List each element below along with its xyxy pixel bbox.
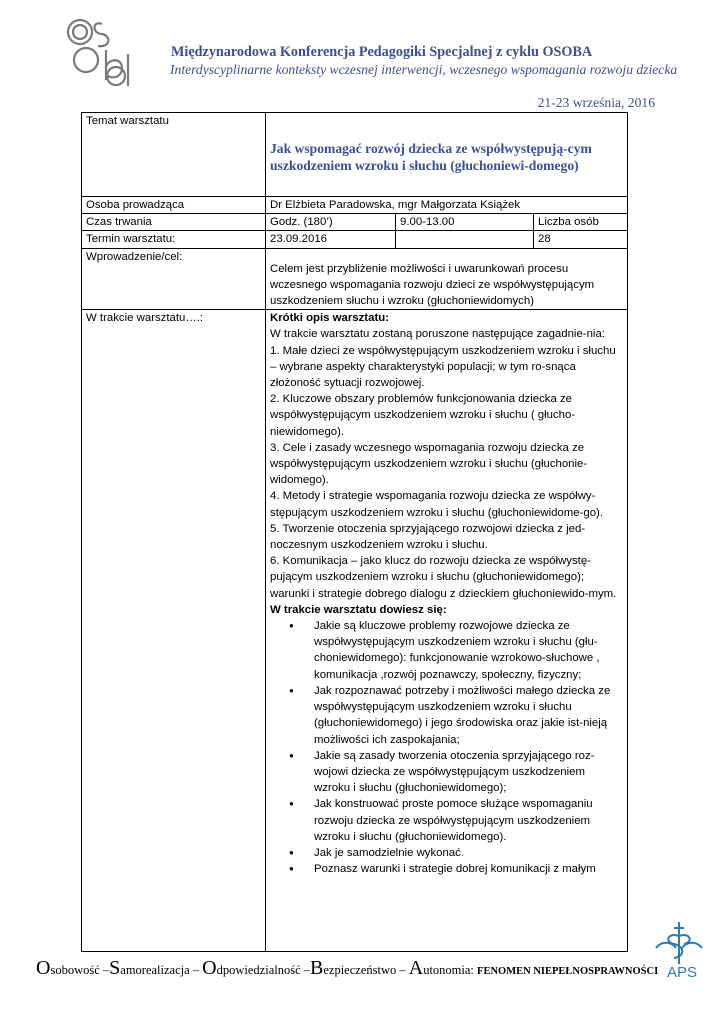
learn-item: ● Jak konstruować proste pomoce służące wspomaganiu rozwoju dziecka ze współwystępującym uszkodzeniem wzroku i słuchu (głuchoniewidomego). [314,796,623,845]
learn-heading: W trakcie warsztatu dowiesz się: [270,603,447,616]
learn-item-text: Jak je samodzielnie wykonać [314,846,461,859]
during-label: W trakcie warsztatu….: [82,310,266,952]
learn-item-dot: . [460,846,465,859]
workshop-table [81,112,628,952]
date-label: Termin warsztatu: [82,231,266,248]
learn-item: ● Jakie są zasady tworzenia otoczenia sprzyjającego roz-wojowi dziecka ze współwystępującym uszkodzeniem wzroku i słuchu (głuchoniewidomego); [314,748,623,797]
footer-word: amorealizacja – [120,963,203,977]
topic-item: 3. Cele i zasady wczesnego wspomagania rozwoju dziecka ze współwystępującym uszkodzeniem wzroku i słuchu (głuchonie-widomego). [270,441,588,487]
date-value: 23.09.2016 [266,231,396,248]
leader-value: Dr Elżbieta Paradowska, mgr Małgorzata Książek [266,197,628,214]
leader-label: Osoba prowadząca [82,197,266,214]
aps-text: APS [666,964,697,981]
conference-title: Międzynarodowa Konferencja Pedagogiki Specjalnej z cyklu OSOBA [171,44,593,60]
footer-letter-o: O [36,957,51,979]
duration-value: Godz. (180’) [266,214,396,231]
topic-item: 6. Komunikacja – jako klucz do rozwoju dziecka ze współwystę-pującym uszkodzeniem wzroku i słuchu (głuchoniewidomego); warunki i strategie dobrego dialogu z dzieckiem głuchoniewido-mym. [270,555,617,600]
intro-label: Wprowadzenie/cel: [82,248,266,310]
osoba-logo [58,14,140,92]
topic-item: 2. Kluczowe obszary problemów funkcjonowania dziecka ze współwystępującym uszkodzeniem wzroku i słuchu ( głucho-niewidomego). [270,393,576,438]
description-heading: Krótki opis warsztatu: [270,312,389,325]
conference-date: 21-23 września, 2016 [537,95,655,110]
learn-item: ● Jakie są kluczowe problemy rozwojowe dziecka ze współwystępującym uszkodzeniem wzroku i słuchu (głu-choniewidomego): funkcjonowanie wzrokowo-słuchowe , komunikacja ,rozwój poznawczy, społeczny, fizyczny; [314,618,623,683]
row-topic [82,113,628,197]
learn-list [270,618,623,877]
aps-logo [646,918,712,990]
footer-motto [36,957,658,980]
footer-letter-o: O [202,957,217,979]
row-description [82,310,628,952]
footer-letter-a: A [408,957,424,979]
row-duration [82,214,628,231]
row-leader [82,197,628,214]
learn-item: ● Jak rozpoznawać potrzeby i możliwości małego dziecka ze współwystępującym uszkodzeniem wzroku i słuchu (głuchoniewidomego) i jego środowiska oraz jakie ist-nieją możliwości ich zaspokajania; [314,683,623,748]
footer-word: ezpieczeństwo – [323,963,409,977]
footer-letter-s: S [109,957,121,979]
aps-figure-icon [646,918,712,968]
duration-label: Czas trwania [82,214,266,231]
topic-item: 1. Małe dzieci ze współwystępującym uszkodzeniem wzroku i słuchu – wybrane aspekty charakterystyki populacji; w tym ro-snąca złożoność sytuacji rozwojowej. [270,344,616,390]
footer-letter-b: B [310,957,324,979]
empty-cell [396,231,534,248]
count-label: Liczba osób [534,214,628,231]
count-value: 28 [534,231,628,248]
topic-item: 5. Tworzenie otoczenia sprzyjającego rozwojowi dziecka z jed-noczesnym uszkodzeniem wzroku i słuchu. [270,522,586,552]
learn-item [314,845,623,861]
intro-text: Celem jest przybliżenie możliwości i uwarunkowań procesu wczesnego wspomagania rozwoju dzieci ze współwystępującym uszkodzeniem słuchu i wzroku (głuchoniewidomych) [270,262,595,308]
row-intro [82,248,628,310]
topic-item: 4. Metody i strategie wspomagania rozwoju dziecka ze współwy-stępującym uszkodzeniem wzroku i słuchu (głuchoniewidome-go). [270,490,604,519]
learn-item: ● Poznasz warunki i strategie dobrej komunikacji z małym [314,861,623,877]
conference-subtitle: Interdyscyplinarne konteksty wczesnej interwencji, wczesnego wspomagania rozwoju dziecka [170,62,678,77]
footer-word: dpowiedzialność – [216,963,311,977]
description-intro: W trakcie warsztatu zostaną poruszone następujące zagadnie-nia: [270,328,605,341]
footer-word: utonomia: [423,963,478,977]
row-date [82,231,628,248]
footer-word: sobowość – [50,963,110,977]
description-cell [266,310,628,952]
time-value: 9.00-13.00 [396,214,534,231]
topic-label: Temat warsztatu [82,113,266,197]
footer-caps: FENOMEN NIEPEŁNOSPRAWNOŚCI [477,966,659,977]
topic-title: Jak wspomagać rozwój dziecka ze współwystępują-cym uszkodzeniem wzroku i słuchu (głuchoniewi-domego) [270,141,592,173]
